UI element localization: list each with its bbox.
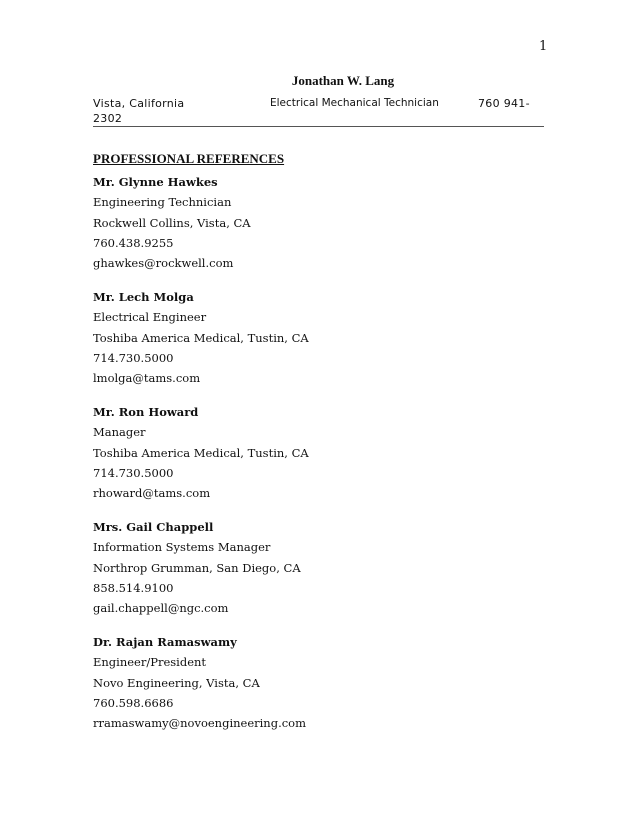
reference-company: Novo Engineering, Vista, CA	[93, 675, 260, 690]
contact-phone-part1: 760 941-	[478, 97, 530, 110]
reference-title: Engineering Technician	[93, 195, 232, 210]
reference-email: ghawkes@rockwell.com	[93, 256, 234, 271]
reference-entry	[93, 402, 544, 503]
reference-entry	[93, 287, 544, 388]
reference-name: Dr. Rajan Ramaswamy	[93, 634, 237, 649]
reference-entry	[93, 632, 544, 733]
reference-email: rhoward@tams.com	[93, 486, 211, 501]
reference-title: Electrical Engineer	[93, 310, 207, 325]
page-number: 1	[539, 39, 548, 54]
reference-phone: 714.730.5000	[93, 350, 174, 365]
reference-email: rramaswamy@novoengineering.com	[93, 716, 307, 731]
reference-company: Toshiba America Medical, Tustin, CA	[93, 330, 309, 345]
resume-name: Jonathan W. Lang	[291, 73, 395, 88]
reference-name: Mr. Glynne Hawkes	[93, 175, 218, 189]
reference-name: Mr. Lech Molga	[93, 289, 194, 304]
reference-title: Manager	[93, 425, 146, 440]
header-divider	[93, 126, 544, 127]
contact-phone-part2: 2302	[93, 112, 123, 125]
reference-name: Mrs. Gail Chappell	[93, 519, 214, 534]
reference-phone: 858.514.9100	[93, 580, 174, 595]
section-heading: PROFESSIONAL REFERENCES	[93, 151, 285, 166]
reference-entry	[93, 517, 544, 618]
reference-phone: 760.438.9255	[93, 235, 174, 250]
reference-email: gail.chappell@ngc.com	[93, 601, 229, 616]
reference-entry	[93, 172, 544, 273]
reference-company: Toshiba America Medical, Tustin, CA	[93, 445, 309, 460]
reference-title: Engineer/President	[93, 655, 207, 670]
reference-name: Mr. Ron Howard	[93, 404, 199, 419]
reference-title: Information Systems Manager	[93, 540, 271, 555]
contact-location: Vista, California	[93, 97, 185, 110]
references-list	[93, 172, 544, 747]
reference-phone: 760.598.6686	[93, 695, 174, 710]
contact-job-title: Electrical Mechanical Technician	[270, 97, 439, 109]
reference-company: Northrop Grumman, San Diego, CA	[93, 560, 301, 575]
contact-row	[93, 97, 544, 125]
reference-phone: 714.730.5000	[93, 465, 174, 480]
reference-email: lmolga@tams.com	[93, 371, 201, 386]
reference-company: Rockwell Collins, Vista, CA	[93, 215, 251, 230]
